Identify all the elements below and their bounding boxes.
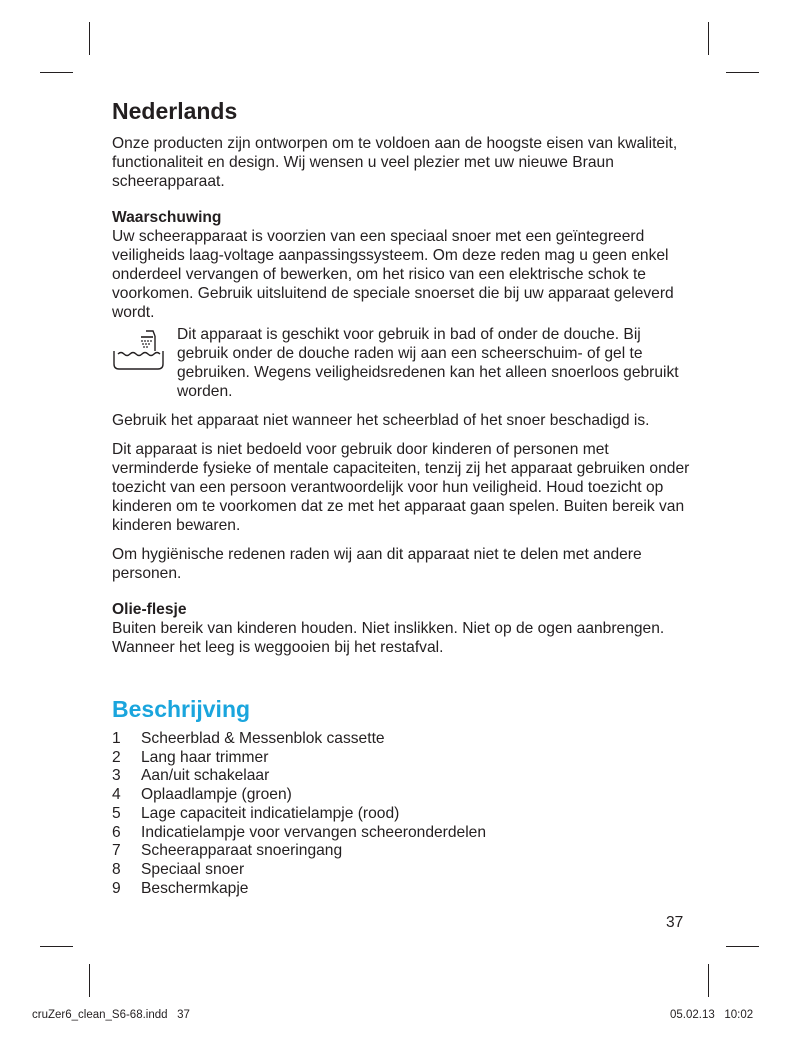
warning-paragraph: Uw scheerapparaat is voorzien van een speciaal snoer met een geïntegreerd veiligheids laag-voltage aanpassingssysteem. Om deze reden mag u geen enkel onderdeel vervangen of bewerken, om het risico van een elektrische schok te voorkomen. Gebruik uitsluitend de speciale snoerset die bij uw apparaat geleverd wordt. bbox=[112, 228, 674, 321]
shower-paragraph: Dit apparaat is geschikt voor gebruik in bad of onder de douche. Bij gebruik onder de douche raden wij aan een scheerschuim- of gel te gebruiken. Wegens veiligheidsredenen kan het alleen snoerloos gebruikt worden. bbox=[177, 326, 679, 400]
list-item: 5 Lage capaciteit indicatielampje (rood) bbox=[112, 804, 400, 822]
list-item: 2 Lang haar trimmer bbox=[112, 748, 269, 766]
crop-mark-top-left-vertical bbox=[89, 22, 90, 55]
shower-notice bbox=[112, 325, 692, 401]
crop-mark-top-left-horizontal bbox=[40, 72, 73, 73]
shower-bath-icon bbox=[112, 327, 166, 371]
intro-paragraph: Onze producten zijn ontworpen om te voldoen aan de hoogste eisen van kwaliteit, functionaliteit en design. Wij wensen u veel plezier met uw nieuwe Braun scheerapparaat. bbox=[112, 135, 678, 190]
footer-file-info: cruZer6_clean_S6-68.indd 37 bbox=[32, 1009, 190, 1021]
children-paragraph: Dit apparaat is niet bedoeld voor gebruik door kinderen of personen met verminderde fysieke of mentale capaciteiten, tenzij zij het apparaat gebruiken onder toezicht van een persoon verantwoordelijk voor hun veiligheid. Houd toezicht op kinderen om te voorkomen dat ze met het apparaat gaan spelen. Buiten bereik van kinderen bewaren. bbox=[112, 441, 690, 534]
page-number: 37 bbox=[666, 914, 684, 931]
list-item: 3 Aan/uit schakelaar bbox=[112, 767, 270, 785]
section-title-nederlands: Nederlands bbox=[112, 98, 238, 124]
list-item: 8 Speciaal snoer bbox=[112, 860, 245, 878]
footer-date-info: 05.02.13 10:02 bbox=[670, 1009, 754, 1021]
damage-paragraph: Gebruik het apparaat niet wanneer het scheerblad of het snoer beschadigd is. bbox=[112, 412, 650, 429]
hygiene-paragraph: Om hygiënische redenen raden wij aan dit apparaat niet te delen met andere personen. bbox=[112, 546, 642, 582]
crop-mark-bottom-left-horizontal bbox=[40, 946, 73, 947]
list-item: 6 Indicatielampje voor vervangen scheeronderdelen bbox=[112, 823, 487, 841]
crop-mark-bottom-left-vertical bbox=[89, 964, 90, 997]
page-content bbox=[112, 96, 692, 898]
oil-paragraph: Buiten bereik van kinderen houden. Niet inslikken. Niet op de ogen aanbrengen. Wanneer het leeg is weggooien bij het restafval. bbox=[112, 620, 665, 656]
list-item: 1 Scheerblad & Messenblok cassette bbox=[112, 730, 385, 747]
description-list bbox=[112, 730, 692, 898]
oil-heading: Olie-flesje bbox=[112, 601, 187, 618]
crop-mark-bottom-right-vertical bbox=[708, 964, 709, 997]
warning-heading: Waarschuwing bbox=[112, 209, 222, 226]
crop-mark-bottom-right-horizontal bbox=[726, 946, 759, 947]
crop-mark-top-right-horizontal bbox=[726, 72, 759, 73]
list-item: 4 Oplaadlampje (groen) bbox=[112, 786, 292, 804]
list-item: 7 Scheerapparaat snoeringang bbox=[112, 842, 343, 860]
section-title-beschrijving: Beschrijving bbox=[112, 696, 251, 722]
crop-mark-top-right-vertical bbox=[708, 22, 709, 55]
list-item: 9 Beschermkapje bbox=[112, 879, 249, 897]
